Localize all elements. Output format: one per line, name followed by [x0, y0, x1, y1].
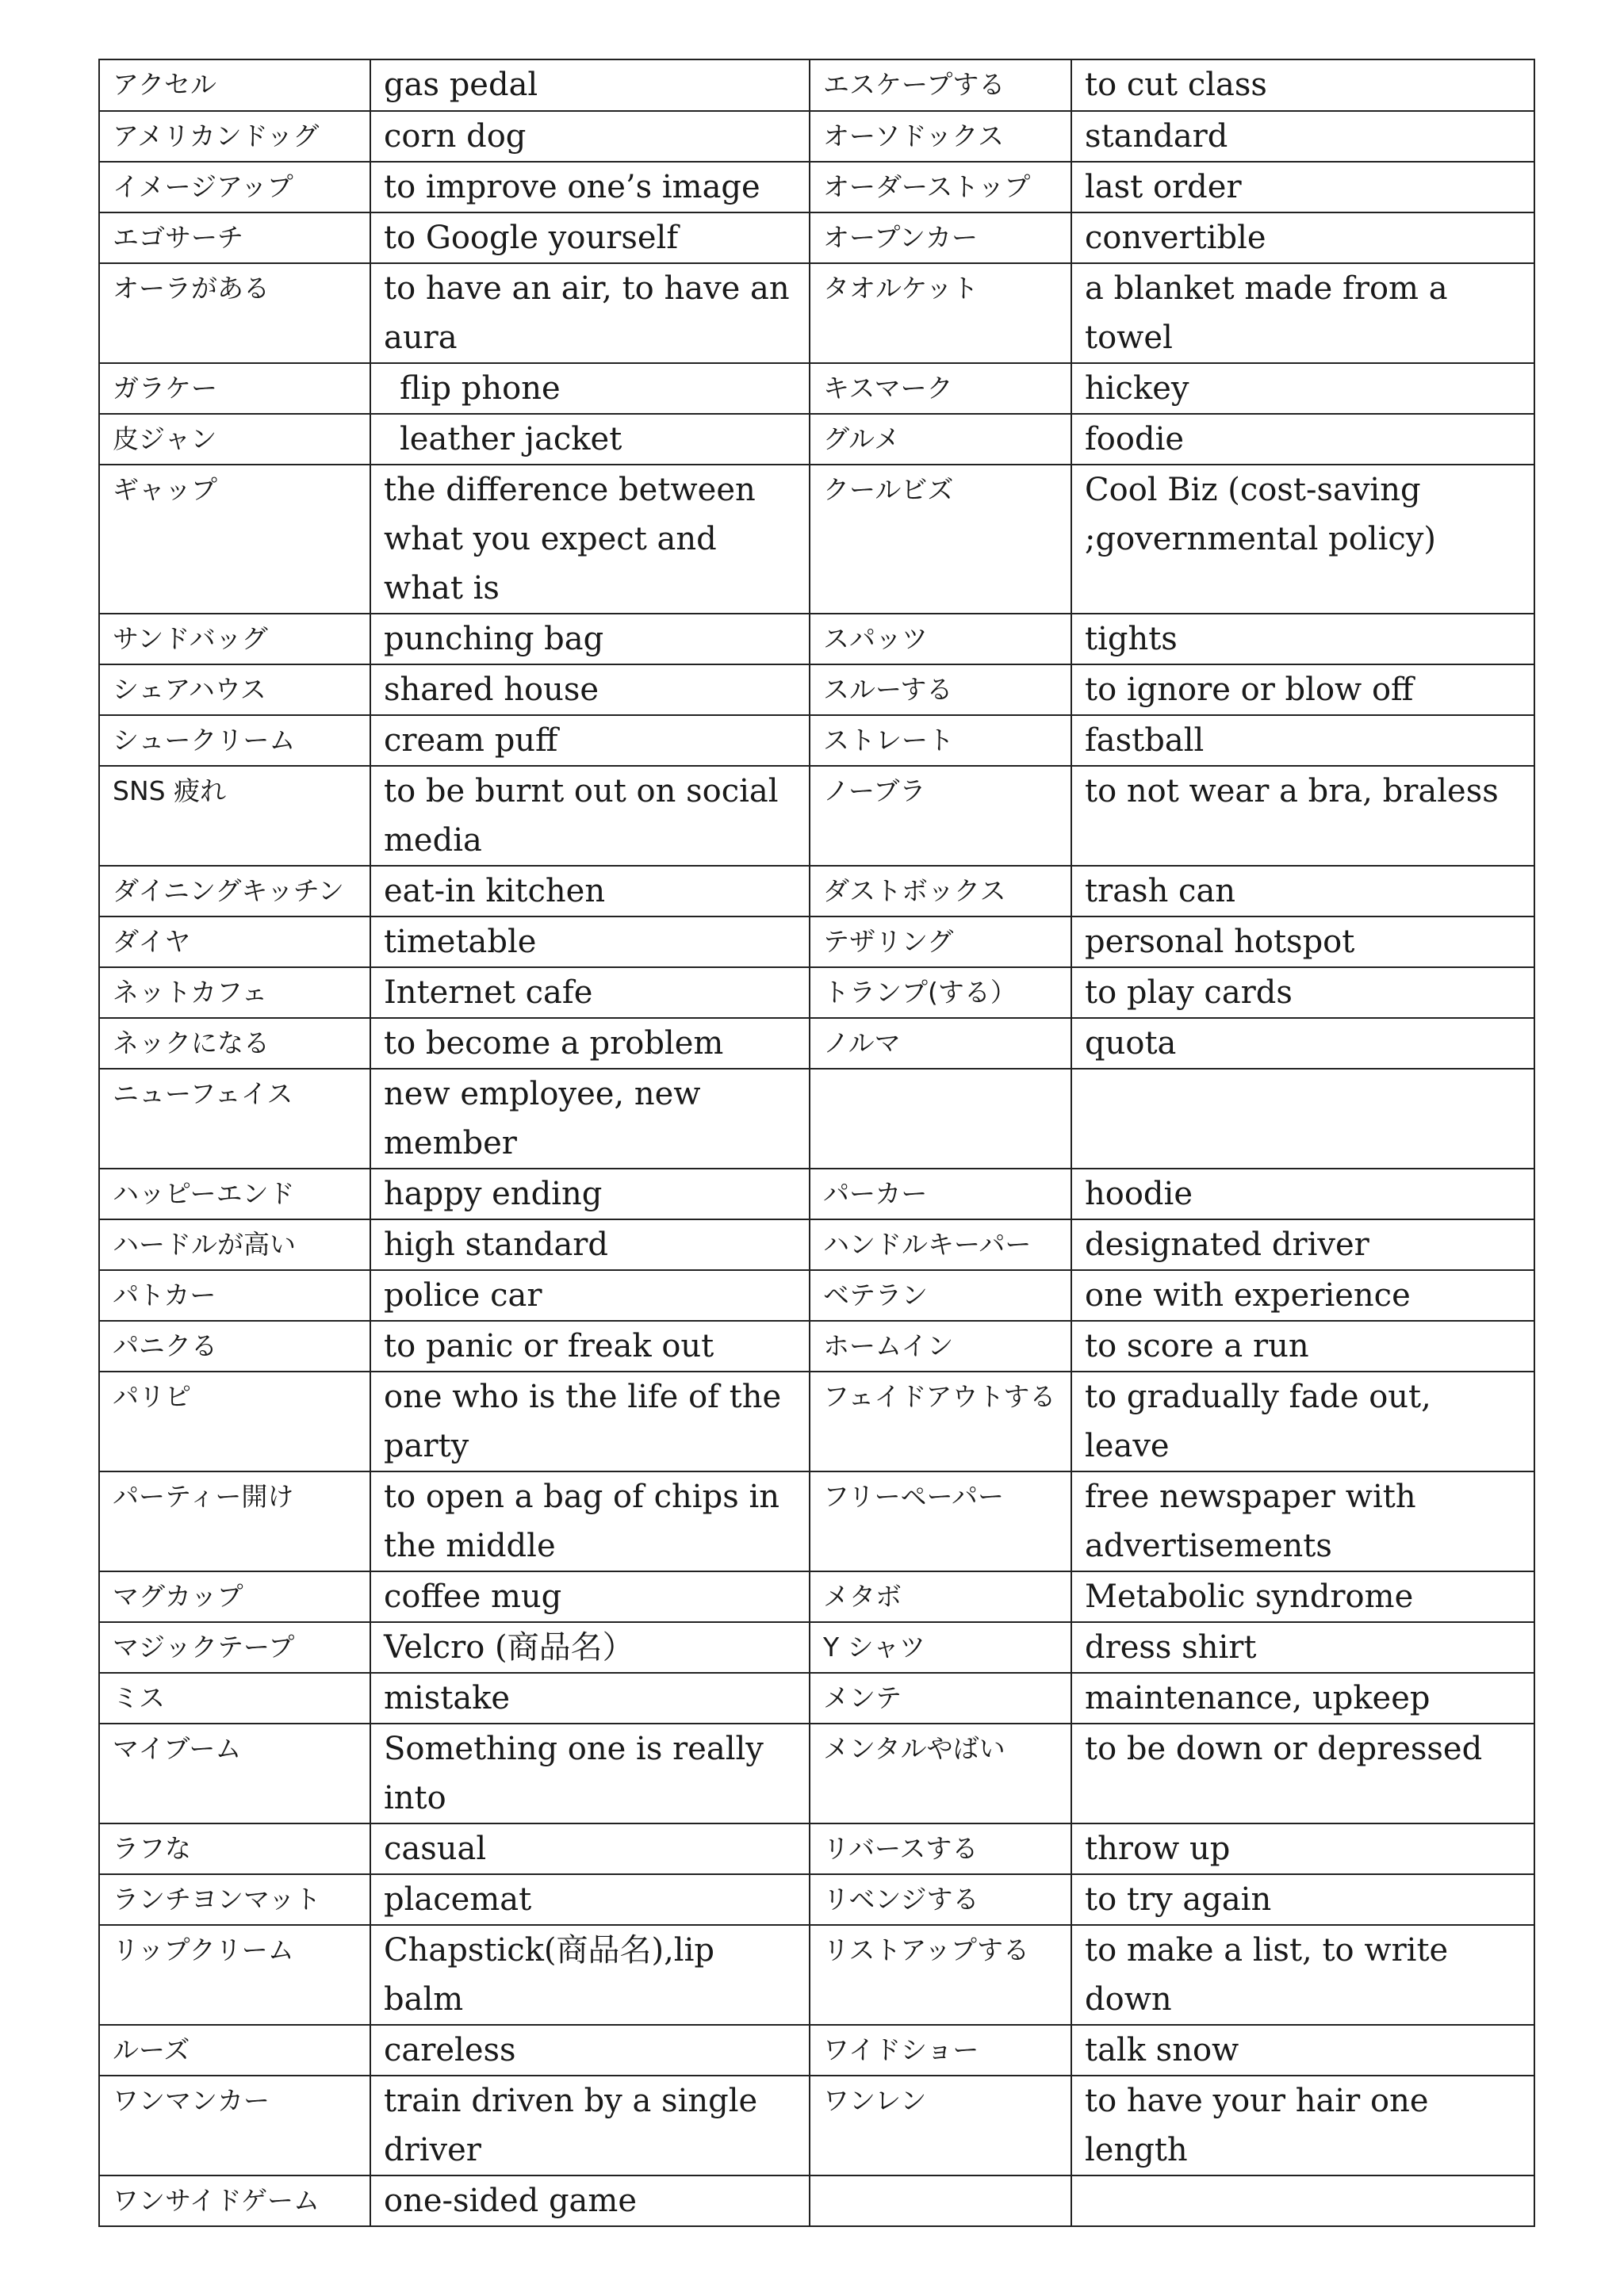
japanese-term-cell: ニューフェイス — [99, 1069, 370, 1169]
table-row — [99, 1219, 1534, 1270]
english-meaning-cell: maintenance, upkeep — [1071, 1673, 1534, 1724]
table-row — [99, 465, 1534, 614]
english-meaning-cell: Something one is really into — [370, 1724, 810, 1823]
japanese-term-cell: グルメ — [810, 414, 1071, 465]
japanese-term-cell: ワンレン — [810, 2076, 1071, 2175]
japanese-term-cell: リストアップする — [810, 1925, 1071, 2025]
english-meaning-cell: Chapstick(商品名),lip balm — [370, 1925, 810, 2025]
table-row — [99, 1571, 1534, 1622]
japanese-term-cell: アクセル — [99, 59, 370, 111]
english-meaning-cell: to be burnt out on social media — [370, 766, 810, 866]
japanese-term-cell: シュークリーム — [99, 715, 370, 766]
japanese-term-cell: ラフな — [99, 1823, 370, 1874]
japanese-term-cell: マイブーム — [99, 1724, 370, 1823]
english-meaning-cell: coffee mug — [370, 1571, 810, 1622]
english-meaning-cell: to improve one’s image — [370, 162, 810, 212]
english-meaning-cell: placemat — [370, 1874, 810, 1925]
japanese-term-cell: リバースする — [810, 1823, 1071, 1874]
english-meaning-cell: timetable — [370, 916, 810, 967]
table-row — [99, 162, 1534, 212]
table-row — [99, 1372, 1534, 1471]
table-row — [99, 664, 1534, 715]
japanese-term-cell — [810, 2175, 1071, 2226]
english-meaning-cell: one with experience — [1071, 1270, 1534, 1321]
english-meaning-cell: casual — [370, 1823, 810, 1874]
japanese-term-cell: オーラがある — [99, 263, 370, 363]
english-meaning-cell: to open a bag of chips in the middle — [370, 1471, 810, 1571]
japanese-term-cell: スルーする — [810, 664, 1071, 715]
japanese-term-cell: ハードルが高い — [99, 1219, 370, 1270]
japanese-term-cell: Y シャツ — [810, 1622, 1071, 1673]
table-row — [99, 1321, 1534, 1372]
japanese-term-cell: ハンドルキーパー — [810, 1219, 1071, 1270]
english-meaning-cell: a blanket made from a towel — [1071, 263, 1534, 363]
english-meaning-cell: Cool Biz (cost-saving ;governmental policy) — [1071, 465, 1534, 614]
english-meaning-cell: eat-in kitchen — [370, 866, 810, 916]
english-meaning-cell: police car — [370, 1270, 810, 1321]
japanese-term-cell: ベテラン — [810, 1270, 1071, 1321]
table-row — [99, 59, 1534, 111]
japanese-term-cell: ストレート — [810, 715, 1071, 766]
table-row — [99, 2175, 1534, 2226]
english-meaning-cell: talk snow — [1071, 2025, 1534, 2076]
english-meaning-cell: corn dog — [370, 111, 810, 162]
japanese-term-cell: パニクる — [99, 1321, 370, 1372]
japanese-term-cell: フェイドアウトする — [810, 1372, 1071, 1471]
japanese-term-cell: クールビズ — [810, 465, 1071, 614]
table-row — [99, 1069, 1534, 1169]
japanese-term-cell: ガラケー — [99, 363, 370, 414]
table-row — [99, 967, 1534, 1018]
english-meaning-cell: punching bag — [370, 614, 810, 664]
japanese-term-cell: スパッツ — [810, 614, 1071, 664]
english-meaning-cell: fastball — [1071, 715, 1534, 766]
japanese-term-cell: オープンカー — [810, 212, 1071, 263]
table-row — [99, 1471, 1534, 1571]
table-row — [99, 263, 1534, 363]
table-row — [99, 916, 1534, 967]
table-row — [99, 212, 1534, 263]
english-meaning-cell: careless — [370, 2025, 810, 2076]
english-meaning-cell: to become a problem — [370, 1018, 810, 1069]
english-meaning-cell: to play cards — [1071, 967, 1534, 1018]
japanese-term-cell: メンテ — [810, 1673, 1071, 1724]
table-row — [99, 715, 1534, 766]
japanese-term-cell: オーソドックス — [810, 111, 1071, 162]
table-row — [99, 1270, 1534, 1321]
english-meaning-cell: Metabolic syndrome — [1071, 1571, 1534, 1622]
japanese-term-cell: パトカー — [99, 1270, 370, 1321]
english-meaning-cell: free newspaper with advertisements — [1071, 1471, 1534, 1571]
table-row — [99, 414, 1534, 465]
english-meaning-cell: to score a run — [1071, 1321, 1534, 1372]
english-meaning-cell — [1071, 1069, 1534, 1169]
english-meaning-cell: dress shirt — [1071, 1622, 1534, 1673]
english-meaning-cell: throw up — [1071, 1823, 1534, 1874]
english-meaning-cell: flip phone — [370, 363, 810, 414]
table-row — [99, 614, 1534, 664]
english-meaning-cell: to not wear a bra, braless — [1071, 766, 1534, 866]
english-meaning-cell: high standard — [370, 1219, 810, 1270]
japanese-term-cell — [810, 1069, 1071, 1169]
english-meaning-cell: tights — [1071, 614, 1534, 664]
japanese-term-cell: メタボ — [810, 1571, 1071, 1622]
english-meaning-cell: shared house — [370, 664, 810, 715]
english-meaning-cell: Internet cafe — [370, 967, 810, 1018]
japanese-term-cell: リベンジする — [810, 1874, 1071, 1925]
japanese-term-cell: ギャップ — [99, 465, 370, 614]
english-meaning-cell: mistake — [370, 1673, 810, 1724]
japanese-term-cell: イメージアップ — [99, 162, 370, 212]
japanese-term-cell: テザリング — [810, 916, 1071, 967]
english-meaning-cell: hoodie — [1071, 1169, 1534, 1219]
japanese-term-cell: キスマーク — [810, 363, 1071, 414]
table-row — [99, 1169, 1534, 1219]
japanese-term-cell: 皮ジャン — [99, 414, 370, 465]
japanese-term-cell: フリーペーパー — [810, 1471, 1071, 1571]
japanese-term-cell: ダストボックス — [810, 866, 1071, 916]
japanese-term-cell: ノルマ — [810, 1018, 1071, 1069]
japanese-term-cell: ワンマンカー — [99, 2076, 370, 2175]
japanese-term-cell: SNS 疲れ — [99, 766, 370, 866]
japanese-term-cell: シェアハウス — [99, 664, 370, 715]
table-row — [99, 111, 1534, 162]
japanese-term-cell: ダイヤ — [99, 916, 370, 967]
japanese-term-cell: ミス — [99, 1673, 370, 1724]
english-meaning-cell: to have your hair one length — [1071, 2076, 1534, 2175]
english-meaning-cell: quota — [1071, 1018, 1534, 1069]
japanese-term-cell: ネットカフェ — [99, 967, 370, 1018]
english-meaning-cell: to have an air, to have an aura — [370, 263, 810, 363]
japanese-term-cell: ダイニングキッチン — [99, 866, 370, 916]
english-meaning-cell: one-sided game — [370, 2175, 810, 2226]
english-meaning-cell: trash can — [1071, 866, 1534, 916]
english-meaning-cell: gas pedal — [370, 59, 810, 111]
english-meaning-cell: hickey — [1071, 363, 1534, 414]
english-meaning-cell: standard — [1071, 111, 1534, 162]
english-meaning-cell: new employee, new member — [370, 1069, 810, 1169]
table-row — [99, 1823, 1534, 1874]
english-meaning-cell: the difference between what you expect and what is — [370, 465, 810, 614]
japanese-term-cell: オーダーストップ — [810, 162, 1071, 212]
japanese-term-cell: ホームイン — [810, 1321, 1071, 1372]
japanese-term-cell: ワイドショー — [810, 2025, 1071, 2076]
english-meaning-cell: convertible — [1071, 212, 1534, 263]
japanese-term-cell: エゴサーチ — [99, 212, 370, 263]
japanese-term-cell: アメリカンドッグ — [99, 111, 370, 162]
english-meaning-cell: to try again — [1071, 1874, 1534, 1925]
table-row — [99, 2076, 1534, 2175]
english-meaning-cell: happy ending — [370, 1169, 810, 1219]
table-row — [99, 363, 1534, 414]
japanese-term-cell: ノーブラ — [810, 766, 1071, 866]
english-meaning-cell — [1071, 2175, 1534, 2226]
english-meaning-cell: designated driver — [1071, 1219, 1534, 1270]
english-meaning-cell: to ignore or blow off — [1071, 664, 1534, 715]
table-row — [99, 1874, 1534, 1925]
japanese-term-cell: パーティー開け — [99, 1471, 370, 1571]
japanese-term-cell: マグカップ — [99, 1571, 370, 1622]
japanese-term-cell: トランプ(する） — [810, 967, 1071, 1018]
english-meaning-cell: foodie — [1071, 414, 1534, 465]
table-row — [99, 2025, 1534, 2076]
japanese-term-cell: ランチヨンマット — [99, 1874, 370, 1925]
english-meaning-cell: one who is the life of the party — [370, 1372, 810, 1471]
japanese-term-cell: ルーズ — [99, 2025, 370, 2076]
table-row — [99, 1018, 1534, 1069]
english-meaning-cell: to Google yourself — [370, 212, 810, 263]
english-meaning-cell: train driven by a single driver — [370, 2076, 810, 2175]
japanese-term-cell: メンタルやばい — [810, 1724, 1071, 1823]
japanese-term-cell: ネックになる — [99, 1018, 370, 1069]
japanese-term-cell: マジックテープ — [99, 1622, 370, 1673]
japanese-term-cell: タオルケット — [810, 263, 1071, 363]
vocabulary-table — [98, 59, 1535, 2227]
japanese-term-cell: パーカー — [810, 1169, 1071, 1219]
english-meaning-cell: cream puff — [370, 715, 810, 766]
japanese-term-cell: エスケープする — [810, 59, 1071, 111]
english-meaning-cell: Velcro (商品名） — [370, 1622, 810, 1673]
japanese-term-cell: ワンサイドゲーム — [99, 2175, 370, 2226]
english-meaning-cell: to cut class — [1071, 59, 1534, 111]
english-meaning-cell: personal hotspot — [1071, 916, 1534, 967]
english-meaning-cell: to panic or freak out — [370, 1321, 810, 1372]
japanese-term-cell: リップクリーム — [99, 1925, 370, 2025]
table-row — [99, 1673, 1534, 1724]
japanese-term-cell: パリピ — [99, 1372, 370, 1471]
table-row — [99, 866, 1534, 916]
table-row — [99, 766, 1534, 866]
japanese-term-cell: ハッピーエンド — [99, 1169, 370, 1219]
english-meaning-cell: to gradually fade out, leave — [1071, 1372, 1534, 1471]
japanese-term-cell: サンドバッグ — [99, 614, 370, 664]
english-meaning-cell: leather jacket — [370, 414, 810, 465]
english-meaning-cell: to be down or depressed — [1071, 1724, 1534, 1823]
table-row — [99, 1724, 1534, 1823]
document-page — [98, 59, 1534, 2227]
table-row — [99, 1622, 1534, 1673]
english-meaning-cell: to make a list, to write down — [1071, 1925, 1534, 2025]
english-meaning-cell: last order — [1071, 162, 1534, 212]
table-row — [99, 1925, 1534, 2025]
